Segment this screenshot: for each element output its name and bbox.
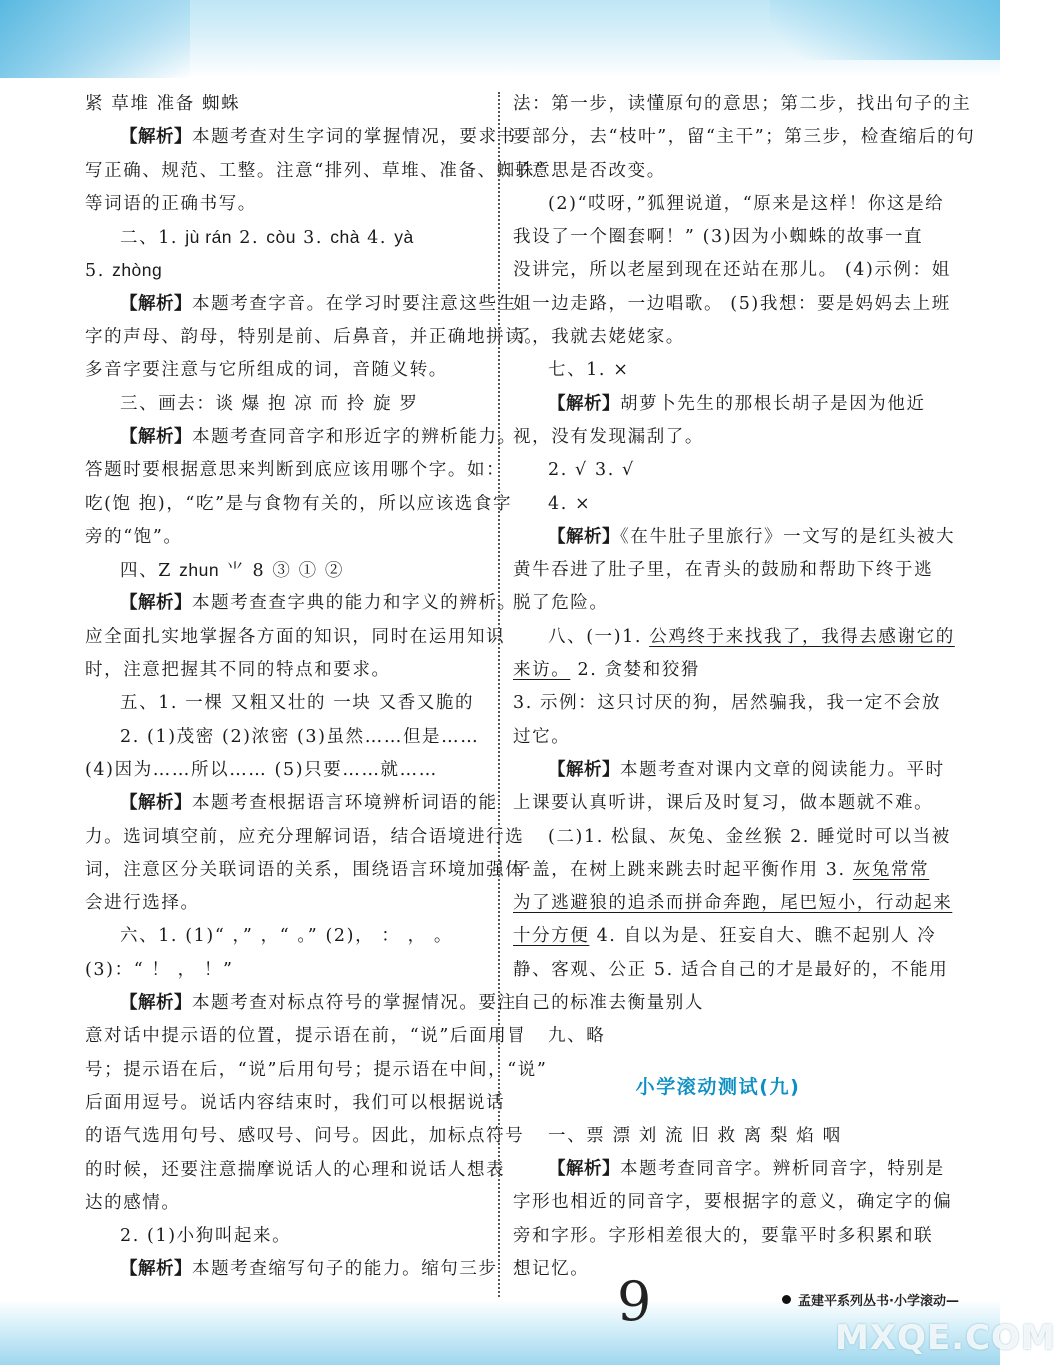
text-line: [85, 1087, 506, 1120]
text-line: [85, 787, 498, 820]
text-span: 达的感情。: [85, 1192, 181, 1213]
text-line: [513, 887, 953, 920]
text-span: 胡萝卜先生的那根长胡子是因为他近: [620, 393, 926, 414]
text-span: 意对话中提示语的位置，提示语在前，“说”后面用冒: [85, 1026, 527, 1047]
text-span: (2)“哎呀，”狐狸说道，“原来是这样！你这是给: [548, 193, 945, 214]
text-line: [85, 488, 513, 521]
text-span: 自己的标准去衡量别人: [513, 993, 704, 1014]
text-line: [85, 121, 517, 154]
text-line: [85, 1054, 548, 1087]
text-line: [85, 821, 525, 854]
text-line: [513, 155, 923, 188]
section-title: 小学滚动测试(九): [635, 1075, 801, 1098]
series-footer: 孟建平系列丛书·小学滚动—: [798, 1294, 959, 1309]
text-span: 二、1.: [120, 228, 186, 249]
analysis-tag: 【解析】: [120, 793, 192, 814]
text-line: [513, 954, 949, 987]
analysis-tag: 【解析】: [120, 293, 192, 314]
text-line: [85, 88, 485, 121]
text-line: [85, 687, 485, 720]
text-span: 《在牛肚子里旅行》一文写的是红头被大: [620, 526, 956, 547]
underlined-text: 来访。: [513, 660, 571, 681]
analysis-tag: 【解析】: [120, 426, 192, 447]
text-span: 吃(饱 抱)，“吃”是与食物有关的，所以应该选食字: [85, 493, 513, 514]
text-line: [513, 621, 955, 654]
text-span: 没讲完，所以老屋到现在还站在那儿。 (4)示例：姐: [513, 260, 951, 281]
text-line: [513, 1153, 945, 1186]
text-line: [513, 421, 923, 454]
text-span: 后面用逗号。说话内容结束时，我们可以根据说话: [85, 1092, 506, 1113]
text-span: 字形也相近的同音字，要根据字的意义，确定字的偏: [513, 1192, 953, 1213]
text-line: [85, 521, 485, 554]
text-span: 多音字要注意与它所组成的词，音随义转。: [85, 360, 448, 381]
text-line: [513, 787, 934, 820]
text-line: [85, 321, 544, 354]
text-line: [85, 754, 485, 787]
text-line: [85, 1220, 485, 1253]
text-line: [85, 354, 485, 387]
text-line: [513, 587, 923, 620]
text-span: 会进行选择。: [85, 893, 200, 914]
text-span: 4.: [359, 228, 395, 249]
text-span: 3.: [296, 228, 331, 249]
text-line: [85, 288, 517, 321]
text-line: [513, 388, 926, 421]
text-line: [513, 821, 951, 854]
underlined-text: 为了逃避狼的追杀而拼命奔跑，尾巴短小，行动起来: [513, 893, 953, 914]
pinyin-text: yà: [394, 227, 414, 248]
text-line: [513, 221, 923, 254]
text-span: 旁的“饱”。: [85, 526, 183, 547]
text-span: (4)因为……所以…… (5)只要……就……: [85, 759, 438, 780]
text-span: (二)1. 松鼠、灰兔、金丝猴 2. 睡觉时可以当被: [548, 826, 951, 847]
text-line: [85, 1253, 498, 1286]
text-span: 4. ×: [548, 493, 592, 514]
text-line: [513, 854, 930, 887]
text-span: (3)：“ ！ ， ！”: [85, 959, 234, 980]
text-span: 黄牛吞进了肚子里，在青头的鼓励和帮助下终于逃: [513, 560, 934, 581]
text-line: [513, 1253, 923, 1286]
underlined-text: 公鸡终于来找我了，我得去感谢它的: [649, 626, 955, 647]
text-span: 字的声母、韵母，特别是前、后鼻音，并正确地拼读。: [85, 327, 544, 348]
underlined-text: 灰兔常常: [852, 859, 930, 880]
text-span: 4. 自以为是、狂妄自大、瞧不起别人 冷: [589, 926, 937, 947]
analysis-tag: 【解析】: [548, 393, 620, 414]
analysis-tag: 【解析】: [548, 1158, 620, 1179]
analysis-tag: 【解析】: [120, 993, 192, 1014]
text-span: 2. 贪婪和狡猾: [570, 660, 701, 681]
text-line: [513, 188, 945, 221]
text-span: 九、略: [548, 1026, 606, 1047]
text-span: 本题考查对标点符号的掌握情况。要注: [192, 993, 517, 1014]
text-line: [85, 1020, 527, 1053]
text-line: [85, 621, 506, 654]
text-line: [85, 954, 485, 987]
text-line: [85, 254, 485, 287]
text-span: ⺌ 8 ③ ① ②: [219, 561, 345, 582]
pinyin-text: jù rán: [185, 227, 233, 248]
text-span: 旁和字形。字形相差很大的，要靠平时多积累和联: [513, 1225, 934, 1246]
text-line: [85, 587, 517, 620]
text-span: 本题考查对生字词的掌握情况，要求书: [192, 127, 517, 148]
text-span: 应全面扎实地掌握各方面的知识，同时在运用知识: [85, 626, 506, 647]
text-span: 的时候，还要注意揣摩说话人的心理和说话人想表: [85, 1159, 506, 1180]
text-span: 2.: [232, 228, 267, 249]
text-span: 六、1. (1)“ ，” ，“ 。” (2)， ： ， 。: [120, 926, 453, 947]
text-line: [513, 488, 923, 521]
text-line: [513, 321, 923, 354]
text-span: 紧 草堆 准备 蜘蛛: [85, 94, 241, 114]
text-span: 我设了一个圈套啊！” (3)因为小蜘蛛的故事一直: [513, 227, 924, 248]
text-line: [513, 121, 976, 154]
pinyin-text: chà: [330, 227, 360, 248]
text-line: [513, 920, 937, 953]
answers-continued: [513, 88, 976, 1054]
text-span: 3. 示例：这只讨厌的狗，居然骗我，我一定不会放: [513, 693, 942, 714]
text-span: 要部分，去“枝叶”，留“主干”；第三步，检查缩后的句: [513, 127, 976, 148]
text-span: 五、1. 一棵 又粗又壮的 一块 又香又脆的: [120, 693, 475, 714]
underlined-text: 十分方便: [513, 926, 590, 947]
text-span: 5.: [85, 261, 113, 282]
text-line: [513, 288, 951, 321]
text-line: [85, 721, 485, 754]
text-span: 四、Z: [120, 561, 180, 582]
text-line: [513, 554, 934, 587]
text-line: [85, 854, 525, 887]
text-line: [85, 554, 485, 587]
text-line: [85, 221, 485, 254]
text-line: [85, 388, 485, 421]
text-span: 视，没有发现漏刮了。: [513, 426, 704, 447]
text-line: [513, 654, 923, 687]
analysis-tag: 【解析】: [548, 526, 620, 547]
analysis-tag: 【解析】: [120, 127, 192, 148]
text-span: 三、画去：谈 爆 抱 凉 而 拎 旋 罗: [120, 393, 419, 414]
text-span: 本题考查查字典的能力和字义的辨析。: [192, 593, 517, 614]
text-span: 子意思是否改变。: [513, 160, 666, 181]
text-span: 一、票 漂 刘 流 旧 救 离 梨 焰 咽: [548, 1125, 842, 1146]
text-span: 本题考查同音字。辨析同音字，特别是: [620, 1158, 945, 1179]
text-line: [85, 1187, 485, 1220]
text-line: [513, 88, 972, 121]
text-line: [513, 1020, 923, 1053]
text-line: [85, 188, 485, 221]
text-span: 七、1. ×: [548, 360, 630, 381]
pinyin-text: zhòng: [112, 260, 163, 281]
text-line: [513, 687, 942, 720]
pinyin-text: còu: [266, 227, 296, 248]
pinyin-text: zhun: [179, 560, 220, 581]
text-line: [85, 920, 485, 953]
text-span: 本题考查缩写句子的能力。缩句三步: [192, 1259, 498, 1280]
text-line: [85, 155, 546, 188]
text-span: 2. √ 3. √: [548, 460, 635, 481]
text-span: 写正确、规范、工整。注意“排列、草堆、准备、蜘蛛”: [85, 160, 546, 181]
text-line: [513, 987, 923, 1020]
text-line: [85, 454, 506, 487]
text-span: 答题时要根据意思来判断到底应该用哪个字。如：: [85, 460, 506, 481]
text-line: [513, 521, 956, 554]
page-number: 9: [617, 1270, 652, 1333]
text-span: 本题考查对课内文章的阅读能力。平时: [620, 759, 945, 780]
text-span: 本题考查同音字和形近字的辨析能力。: [192, 426, 517, 447]
text-span: 法：第一步，读懂原句的意思；第二步，找出句子的主: [513, 94, 972, 114]
text-span: 2. (1)茂密 (2)浓密 (3)虽然……但是……: [120, 726, 480, 747]
text-span: 上课要认真听讲，课后及时复习，做本题就不难。: [513, 793, 934, 814]
text-line: [513, 721, 923, 754]
text-span: 子盖，在树上跳来跳去时起平衡作用 3.: [513, 859, 853, 880]
text-span: 的语气选用句号、感叹号、问号。因此，加标点符号: [85, 1126, 525, 1147]
text-line: [85, 887, 485, 920]
text-span: 本题考查根据语言环境辨析词语的能: [192, 793, 498, 814]
text-span: 时，注意把握其不同的特点和要求。: [85, 660, 391, 681]
text-span: 脱了危险。: [513, 593, 609, 614]
text-span: 了，我就去姥姥家。: [513, 327, 685, 348]
bullet-icon: [782, 1295, 791, 1304]
text-line: [513, 354, 923, 387]
text-line: [513, 454, 923, 487]
text-line: [513, 1120, 923, 1153]
text-line: [85, 1154, 506, 1187]
text-span: 2. (1)小狗叫起来。: [120, 1226, 292, 1247]
top-decorative-band: [0, 0, 1000, 78]
analysis-tag: 【解析】: [120, 1259, 192, 1280]
right-column: [513, 88, 976, 1286]
analysis-tag: 【解析】: [120, 593, 192, 614]
text-span: 本题考查字音。在学习时要注意这些生: [192, 293, 517, 314]
column-divider: [498, 92, 500, 1297]
text-line: [85, 421, 517, 454]
text-line: [513, 1220, 934, 1253]
text-span: 姐一边走路，一边唱歌。 (5)我想：要是妈妈去上班: [513, 293, 951, 314]
text-span: 词，注意区分关联词语的关系，围绕语言环境加强体: [85, 859, 525, 880]
text-line: [513, 754, 945, 787]
text-span: 号；提示语在后，“说”后用句号；提示语在中间，“说”: [85, 1059, 548, 1080]
section-answers: [513, 1120, 953, 1286]
text-line: [513, 254, 951, 287]
text-span: 静、客观、公正 5. 适合自己的才是最好的，不能用: [513, 959, 949, 980]
text-line: [513, 1186, 953, 1219]
text-span: 八、(一)1.: [548, 626, 650, 647]
text-span: 等词语的正确书写。: [85, 193, 257, 214]
text-line: [85, 654, 485, 687]
analysis-tag: 【解析】: [548, 759, 620, 780]
text-span: 想记忆。: [513, 1258, 590, 1279]
text-span: 过它。: [513, 726, 571, 747]
text-line: [85, 1120, 525, 1153]
text-span: 力。选词填空前，应充分理解词语，结合语境进行选: [85, 826, 525, 847]
watermark-logo: MXQE.COM: [835, 1318, 1056, 1358]
text-line: [85, 987, 517, 1020]
